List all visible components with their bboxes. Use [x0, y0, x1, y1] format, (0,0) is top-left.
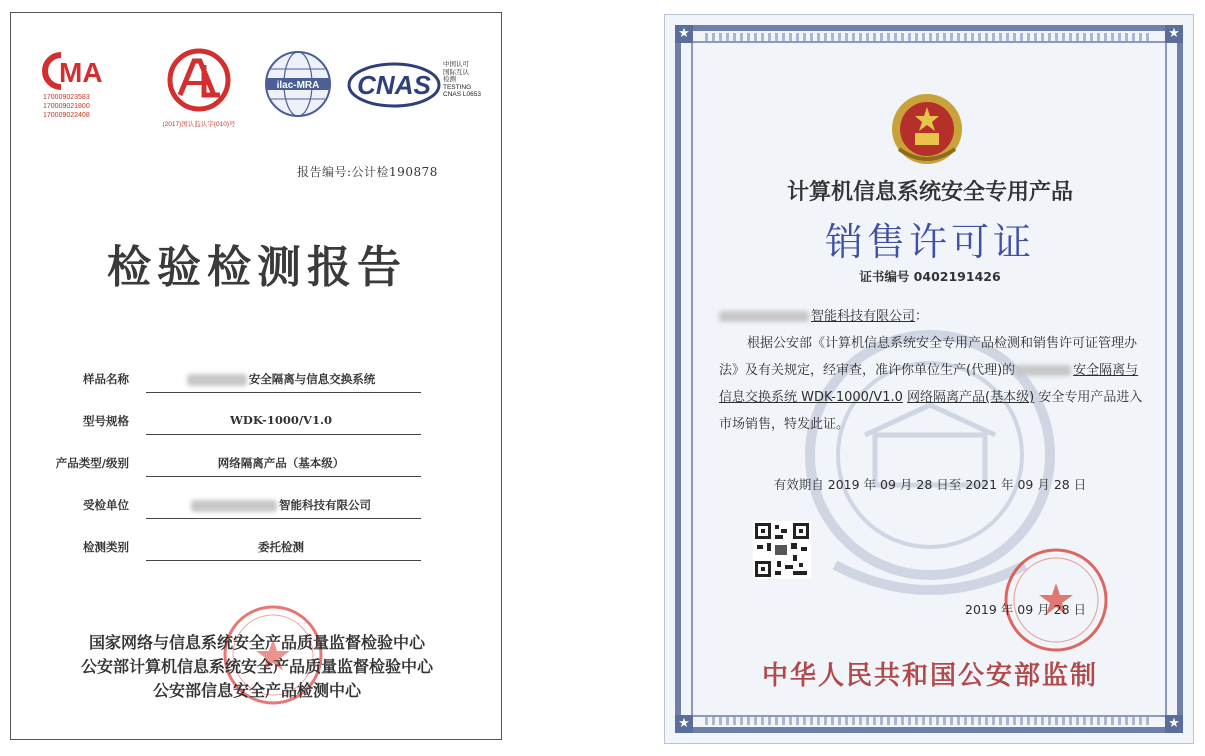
redacted-text	[191, 500, 277, 512]
license-addressee: 智能科技有限公司：	[719, 303, 1145, 330]
validity-period: 有效期自 2019 年 09 月 28 日至 2021 年 09 月 28 日	[773, 477, 1087, 492]
product-type: 网络隔离产品(基本级)	[907, 390, 1035, 405]
license-title: 销售许可证	[824, 220, 1035, 264]
certificate-number: 证书编号 0402191426	[859, 269, 1001, 284]
license-heading: 计算机信息系统安全专用产品	[786, 180, 1073, 205]
ilac-mark-text: ilac-MRA	[276, 80, 320, 91]
frame-decoration	[705, 717, 1153, 725]
inspection-report	[10, 12, 502, 740]
field-underline	[146, 560, 421, 561]
corner-star-icon: ★	[1165, 25, 1183, 43]
center-line: 公安部信息安全产品检测中心	[152, 681, 361, 700]
field-underline	[146, 392, 421, 393]
issue-date: 2019 年 09 月 28 日	[965, 602, 1086, 617]
field-underline	[146, 518, 421, 519]
field-underline	[146, 476, 421, 477]
redacted-text	[187, 374, 247, 386]
corner-star-icon: ★	[675, 715, 693, 733]
license-paragraph: 根据公安部《计算机信息系统安全专用产品检测和销售许可证管理办法》及有关规定，经审查，准许你单位生产(代理)的 安全隔离与信息交换系统 WDK-1000/V1.0 网络隔离产品(基本级) 安全专用产品进入市场销售，特发此证。	[719, 336, 1143, 432]
cma-mark-text: MA	[59, 57, 103, 88]
cnas-mark-text: CNAS	[357, 70, 431, 100]
issuing-centers	[11, 631, 503, 703]
cma-codes: 170009023583 170009021800 170009022408	[43, 94, 90, 119]
cal-mark-icon	[164, 47, 234, 113]
field-underline	[146, 434, 421, 435]
field-inspected-unit: 受检单位 智能科技有限公司	[31, 485, 481, 527]
report-fields	[31, 359, 481, 569]
ilac-mra-logo	[263, 49, 335, 123]
qr-code-icon	[753, 521, 811, 579]
sales-license-certificate	[664, 14, 1194, 744]
cnas-mark-icon	[347, 61, 441, 109]
cnas-logo	[347, 61, 487, 113]
corner-star-icon: ★	[1165, 715, 1183, 733]
report-title: 检验检测报告	[107, 242, 407, 293]
center-line: 国家网络与信息系统安全产品质量监督检验中心	[88, 633, 425, 652]
redacted-text	[1015, 365, 1071, 376]
cal-caption: (2017)国认监认字(010)号	[162, 121, 236, 128]
cal-logo	[147, 47, 251, 128]
report-number: 报告编号:公计检190878	[297, 165, 438, 179]
globe-icon	[263, 49, 333, 119]
field-product-type: 产品类型/级别 网络隔离产品（基本级）	[31, 443, 481, 485]
cma-logo	[39, 51, 129, 120]
frame-decoration	[705, 33, 1153, 41]
field-inspection-category: 检测类别 委托检测	[31, 527, 481, 569]
redacted-text	[719, 311, 809, 322]
corner-star-icon: ★	[675, 25, 693, 43]
cnas-side-text: 中国认可 国际互认 检测 TESTING CNAS L0653	[443, 61, 481, 98]
center-line: 公安部计算机信息系统安全产品质量监督检验中心	[80, 657, 433, 676]
police-emblem-icon	[889, 91, 965, 167]
field-model: 型号规格 WDK-1000/V1.0	[31, 401, 481, 443]
field-sample-name: 样品名称 安全隔离与信息交换系统	[31, 359, 481, 401]
license-body	[719, 303, 1145, 438]
cma-mark-icon	[39, 51, 125, 91]
supervision-text: 中华人民共和国公安部监制	[761, 661, 1098, 691]
